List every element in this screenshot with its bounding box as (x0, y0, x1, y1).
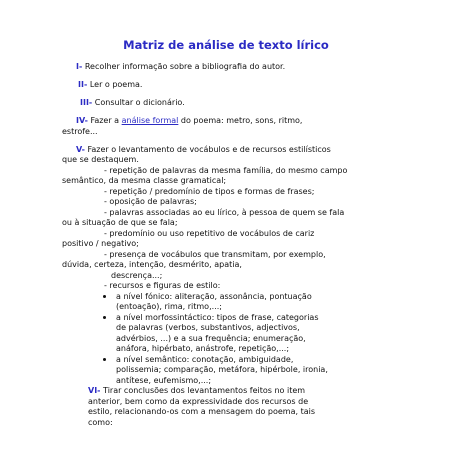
item-v-line-13: descrença...; (111, 271, 163, 280)
bullet-2-line-3: advérbios, ...) e a sua frequência; enumeração, (116, 334, 306, 343)
item-ii (78, 80, 142, 90)
item-iv-text-post: do poema: metro, sons, ritmo, (178, 116, 303, 125)
item-iv-number: IV- (76, 116, 88, 125)
item-v-line-1: Fazer o levantamento de vocábulos e de recursos estilísticos (87, 145, 331, 154)
item-iv-continuation: estrofe... (62, 127, 98, 136)
item-iv (76, 116, 302, 126)
item-iii-text: Consultar o dicionário. (94, 98, 185, 107)
item-vi-line-1: Tirar conclusões dos levantamentos feitos no item (103, 386, 306, 395)
bullet-1-line-2: (entoação), rima, ritmo,...; (116, 302, 222, 311)
item-v-line-5: - repetição / predomínio de tipos e formas de frases; (104, 187, 315, 196)
bullet-2-line-1: a nível morfossintáctico: tipos de frase, categorias (116, 313, 319, 322)
item-i-text: Recolher informação sobre a bibliografia do autor. (84, 62, 286, 71)
item-v-line-10: positivo / negativo; (62, 239, 139, 248)
bullet-icon (103, 358, 106, 361)
bullet-2-line-4: anáfora, hipérbato, anástrofe, repetição,...; (116, 344, 290, 353)
item-v-line-4: semântico, da mesma classe gramatical; (62, 176, 227, 185)
bullet-3-line-3: antítese, eufemismo,...; (116, 376, 212, 385)
item-iii-number: III- (80, 98, 93, 107)
item-vi-line-4: como: (88, 418, 113, 427)
item-v-line-3: - repetição de palavras da mesma família, do mesmo campo (104, 166, 348, 175)
item-iv-text-pre: Fazer a (90, 116, 122, 125)
bullet-icon (103, 316, 106, 319)
item-v-line-14: - recursos e figuras de estilo: (104, 281, 221, 290)
document-title: Matriz de análise de texto lírico (123, 38, 329, 52)
bullet-3-line-1: a nível semântico: conotação, ambiguidade, (116, 355, 294, 364)
item-vi-number: VI- (88, 386, 101, 395)
item-v-line-12: dúvida, certeza, intenção, desmérito, apatia, (62, 260, 242, 269)
item-v-line-2: que se destaquem. (62, 155, 139, 164)
item-ii-text: Ler o poema. (89, 80, 143, 89)
item-v-line-6: - oposição de palavras; (104, 197, 197, 206)
analise-formal-link[interactable]: análise formal (121, 116, 179, 125)
item-vi-line-3: estilo, relacionando-os com a mensagem do poema, tais (88, 407, 316, 416)
item-i (76, 62, 285, 72)
bullet-3-line-2: polissemia; comparação, metáfora, hipérbole, ironia, (116, 365, 328, 374)
item-i-number: I- (76, 62, 83, 71)
bullet-1-line-1: a nível fónico: aliteração, assonância, pontuação (116, 292, 312, 301)
item-v-number: V- (76, 145, 85, 154)
item-v-line-9: - predomínio ou uso repetitivo de vocábulos de cariz (104, 229, 315, 238)
item-vi-line-2: anterior, bem como da expressividade dos recursos de (88, 397, 309, 406)
item-v (76, 145, 331, 155)
item-iii (80, 98, 185, 108)
item-v-line-11: - presença de vocábulos que transmitam, por exemplo, (104, 250, 326, 259)
item-v-line-8: ou à situação de que se fala; (62, 218, 178, 227)
bullet-icon (103, 295, 106, 298)
item-ii-number: II- (78, 80, 88, 89)
item-vi (88, 386, 305, 396)
item-v-line-7: - palavras associadas ao eu lírico, à pessoa de quem se fala (104, 208, 345, 217)
bullet-2-line-2: de palavras (verbos, substantivos, adjectivos, (116, 323, 300, 332)
